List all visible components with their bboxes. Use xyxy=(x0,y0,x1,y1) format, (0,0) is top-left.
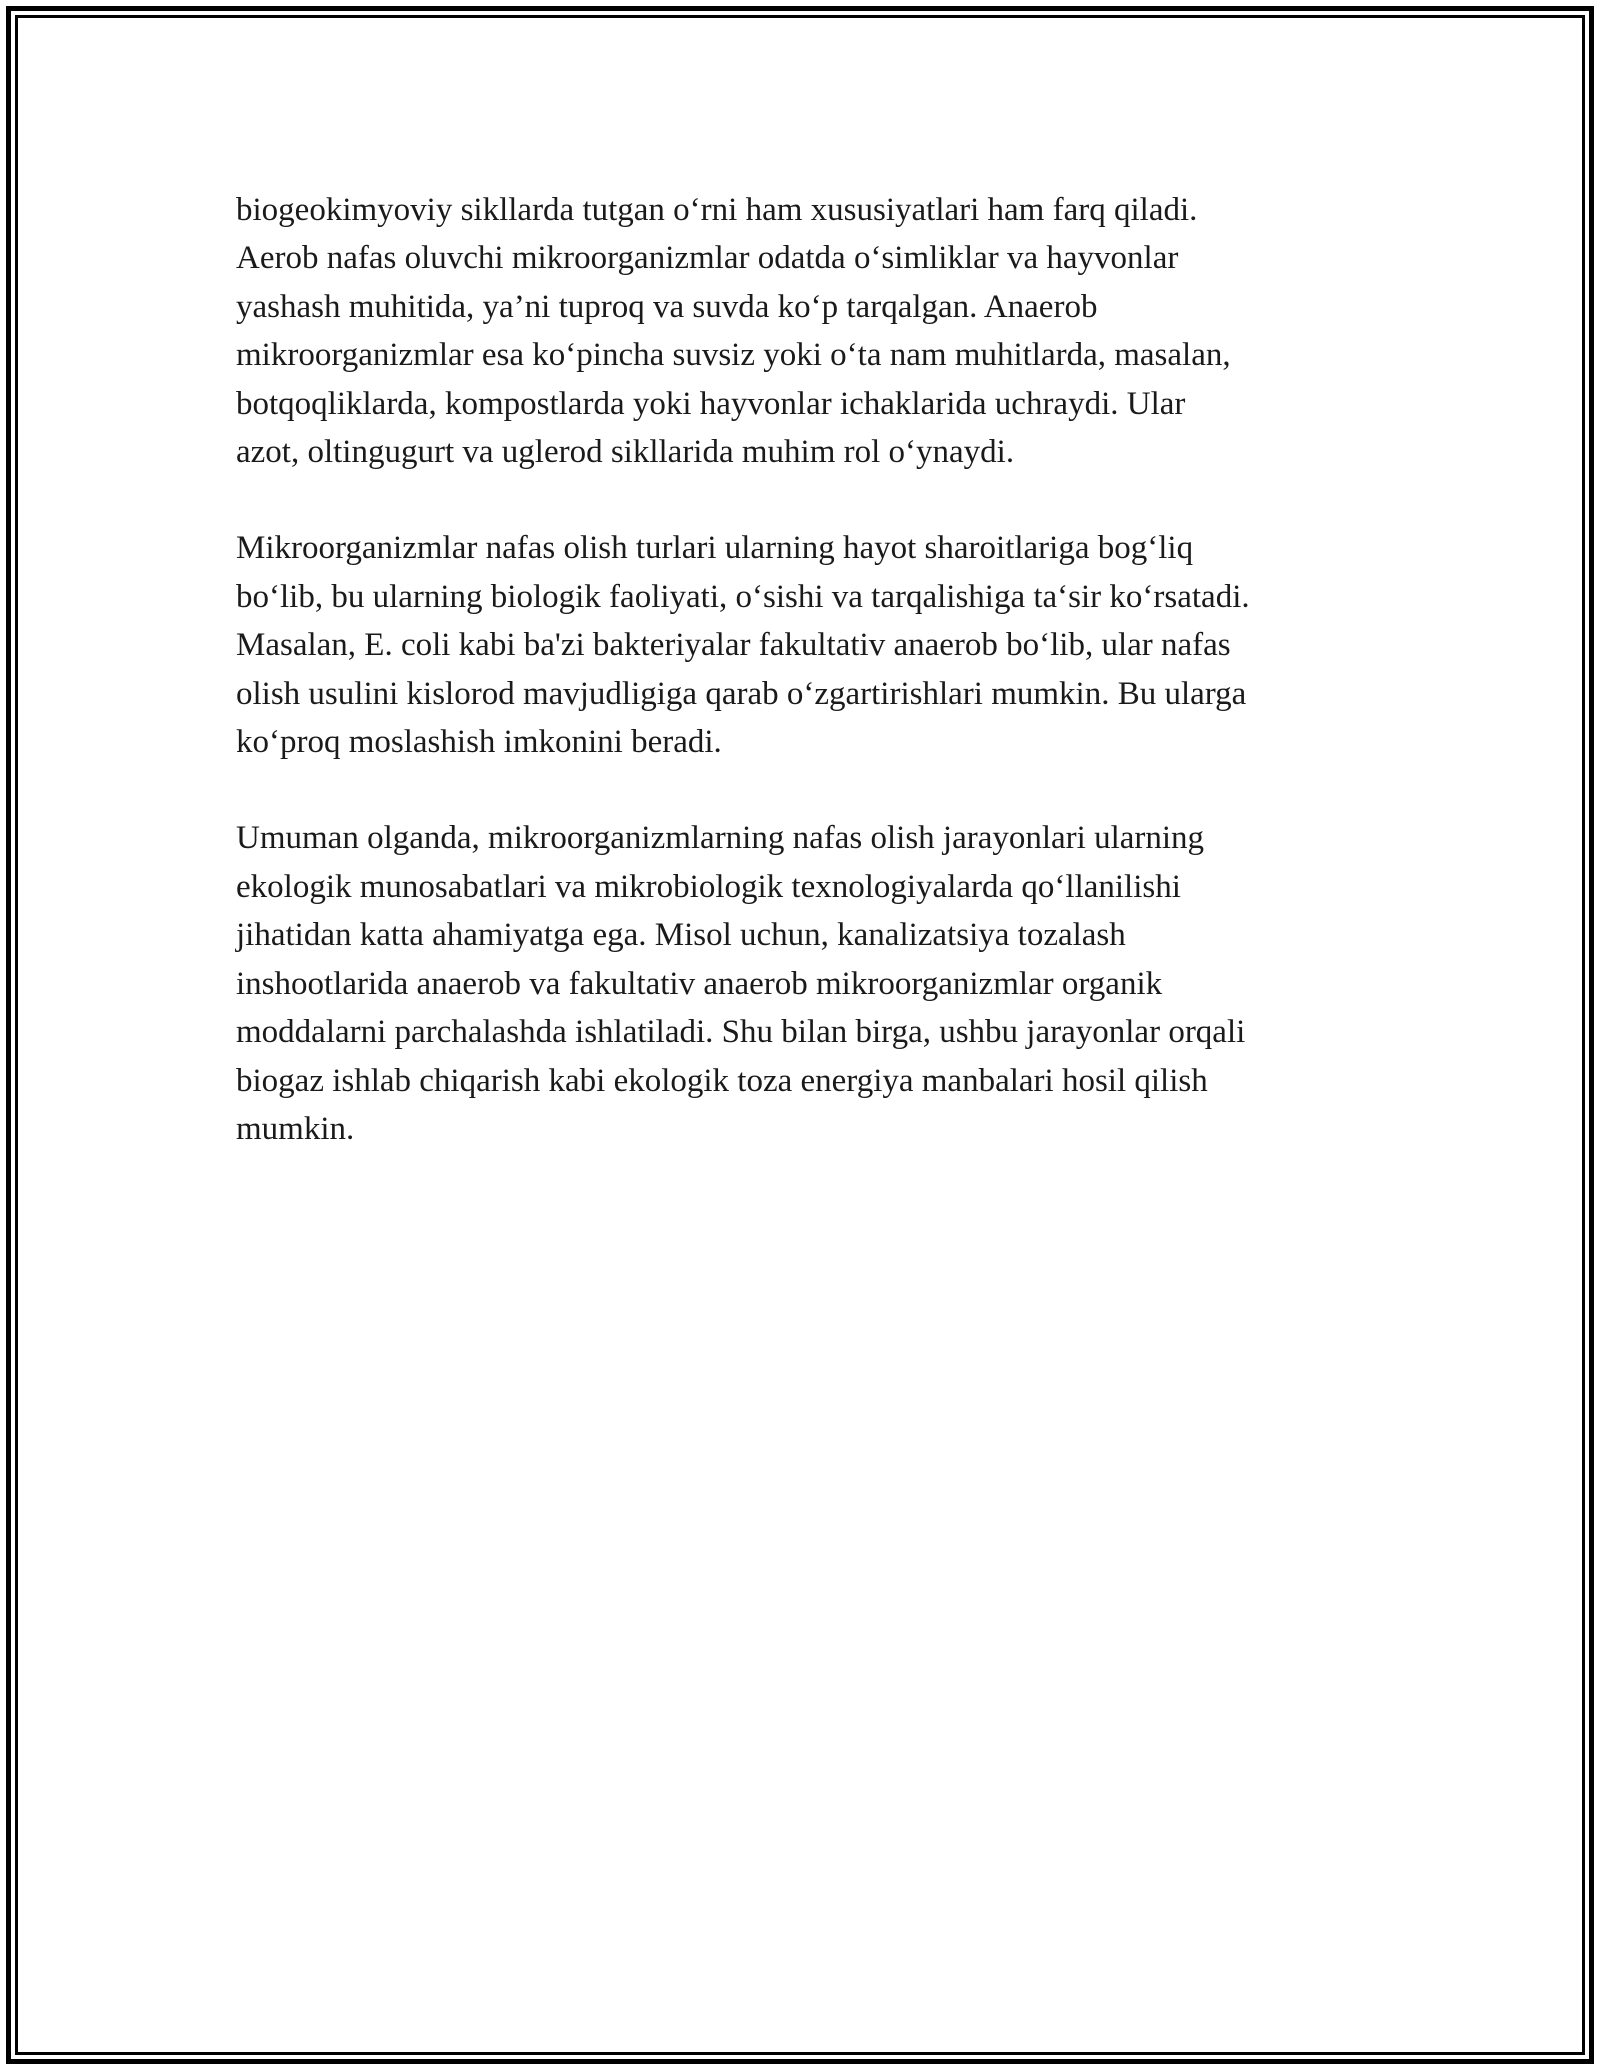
document-body xyxy=(236,186,1366,1201)
paragraph-biogeochemical-cycles: biogeokimyoviy sikllarda tutgan o‘rni ham xususiyatlari ham farq qiladi. Aerob nafas oluvchi mikroorganizmlar odatda o‘simliklar va hayvonlar yashash muhitida, ya’ni tuproq va suvda ko‘p tarqalgan. Anaerob mikroorganizmlar esa ko‘pincha suvsiz yoki o‘ta nam muhitlarda, masalan, botqoqliklarda, kompostlarda yoki hayvonlar ichaklarida uchraydi. Ular azot, oltingugurt va uglerod sikllarida muhim rol o‘ynaydi. xyxy=(236,192,1231,471)
paragraph-respiration-types: Mikroorganizmlar nafas olish turlari ularning hayot sharoitlariga bog‘liq bo‘lib, bu ularning biologik faoliyati, o‘sishi va tarqalishiga ta‘sir ko‘rsatadi. Masalan, E. coli kabi ba'zi bakteriyalar fakultativ anaerob bo‘lib, ular nafas olish usulini kislorod mavjudligiga qarab o‘zgartirishlari mumkin. Bu ularga ko‘proq moslashish imkonini beradi. xyxy=(236,530,1250,761)
paragraph-conclusion: Umuman olganda, mikroorganizmlarning nafas olish jarayonlari ularning ekologik munosabatlari va mikrobiologik texnologiyalarda qo‘llanilishi jihatidan katta ahamiyatga ega. Misol uchun, kanalizatsiya tozalash inshootlarida anaerob va fakultativ anaerob mikroorganizmlar organik moddalarni parchalashda ishlatiladi. Shu bilan birga, ushbu jarayonlar orqali biogaz ishlab chiqarish kabi ekologik toza energiya manbalari hosil qilish mumkin. xyxy=(236,820,1246,1147)
